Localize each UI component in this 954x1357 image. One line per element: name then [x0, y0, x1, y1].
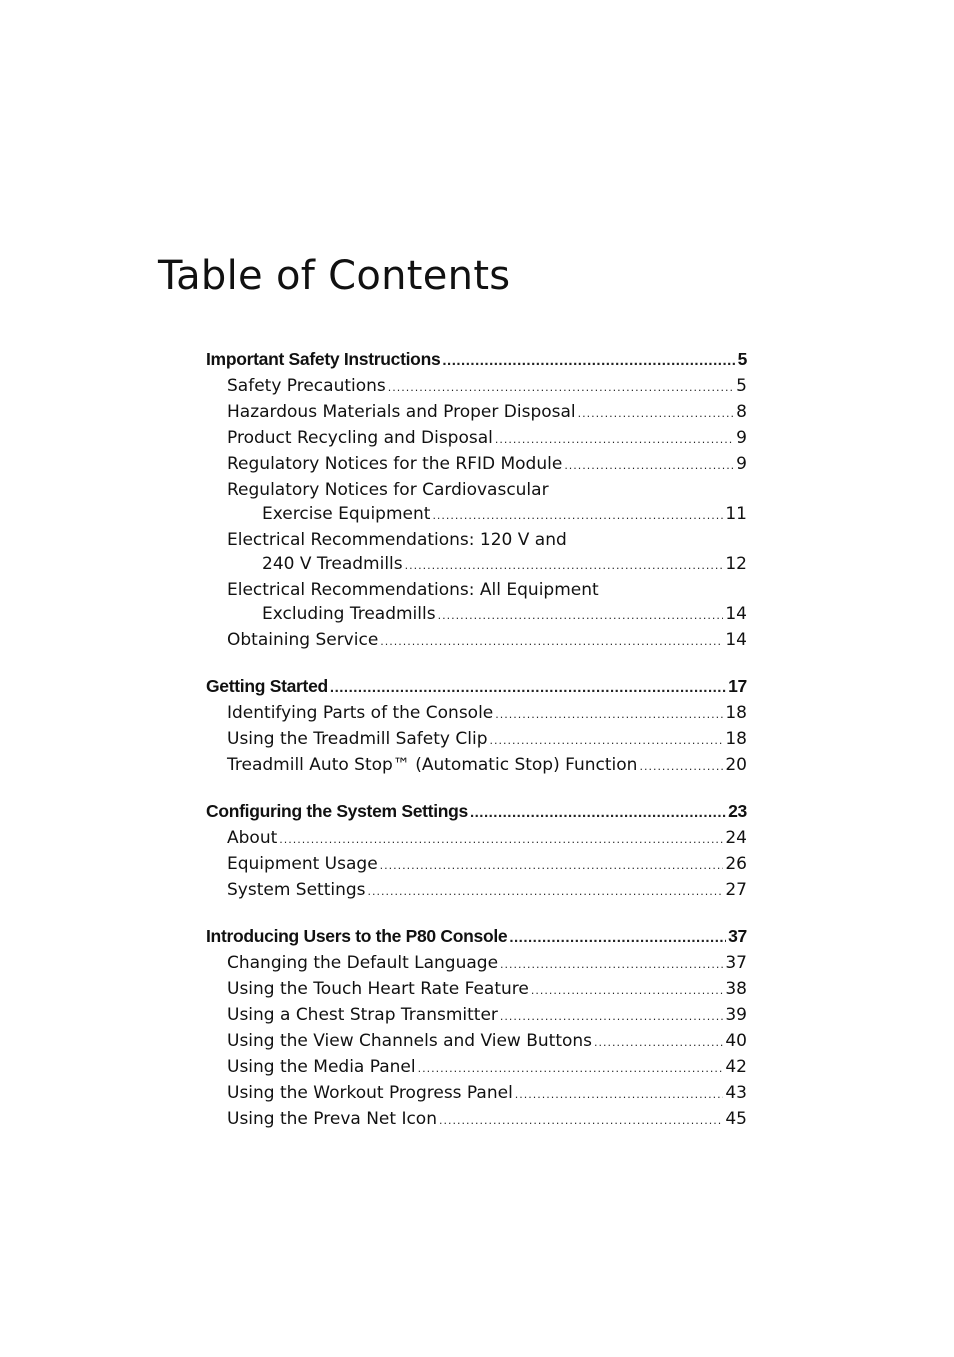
toc-page-number: 5 — [736, 376, 747, 396]
toc-section — [206, 798, 747, 904]
toc-entry-title: Product Recycling and Disposal — [227, 428, 493, 448]
dot-leader — [564, 454, 734, 478]
toc-entry-title: Getting Started — [206, 676, 328, 696]
toc-entry-title: Excluding Treadmills — [262, 604, 436, 624]
toc-page-number: 17 — [728, 676, 747, 696]
toc-page-number: 18 — [725, 703, 747, 723]
toc-entry[interactable] — [206, 1081, 747, 1107]
toc-page-number: 37 — [725, 953, 747, 973]
toc-entry-title: Electrical Recommendations: All Equipment — [227, 580, 599, 600]
dot-leader — [439, 1109, 723, 1133]
toc-entry[interactable] — [206, 1107, 747, 1133]
toc-page-number: 24 — [725, 828, 747, 848]
dot-leader — [495, 428, 734, 452]
toc-entry-title: System Settings — [227, 880, 366, 900]
toc-entry[interactable] — [206, 753, 747, 779]
toc-section — [206, 346, 747, 654]
toc-page-number: 39 — [725, 1005, 747, 1025]
dot-leader — [279, 828, 723, 852]
toc-entry-title: About — [227, 828, 278, 848]
dot-leader — [500, 1005, 723, 1029]
toc-entry-title: Identifying Parts of the Console — [227, 703, 494, 723]
toc-entry-title: 240 V Treadmills — [262, 554, 403, 574]
table-of-contents — [206, 346, 747, 1152]
dot-leader — [509, 924, 726, 951]
toc-page-number: 27 — [725, 880, 747, 900]
toc-entry-title: Introducing Users to the P80 Console — [206, 926, 508, 946]
toc-entry-title: Using the Media Panel — [227, 1057, 416, 1077]
toc-entry[interactable] — [206, 374, 747, 400]
toc-entry-title: Using the Touch Heart Rate Feature — [227, 979, 529, 999]
toc-entry[interactable] — [206, 727, 747, 753]
dot-leader — [388, 376, 734, 400]
dot-leader — [470, 799, 726, 826]
toc-page-number: 42 — [725, 1057, 747, 1077]
toc-entry[interactable] — [206, 452, 747, 478]
toc-page-number: 37 — [728, 926, 747, 946]
toc-entry-continued[interactable] — [206, 552, 747, 578]
toc-page-number: 45 — [725, 1109, 747, 1129]
toc-entry[interactable] — [206, 826, 747, 852]
dot-leader — [594, 1031, 723, 1055]
toc-entry-title: Electrical Recommendations: 120 V and — [227, 530, 567, 550]
toc-page-number: 14 — [725, 604, 747, 624]
dot-leader — [442, 347, 735, 374]
dot-leader — [405, 554, 724, 578]
toc-entry[interactable] — [206, 701, 747, 727]
toc-entry-title: Important Safety Instructions — [206, 349, 441, 369]
toc-entry[interactable] — [206, 628, 747, 654]
dot-leader — [438, 604, 724, 628]
toc-page-number: 38 — [725, 979, 747, 999]
toc-page-number: 18 — [725, 729, 747, 749]
toc-section — [206, 673, 747, 779]
toc-page-number: 8 — [736, 402, 747, 422]
toc-section-heading[interactable] — [206, 923, 747, 951]
toc-page-number: 5 — [737, 349, 747, 369]
toc-entry-continued[interactable] — [206, 602, 747, 628]
dot-leader — [495, 703, 723, 727]
toc-entry-title: Obtaining Service — [227, 630, 379, 650]
toc-entry[interactable] — [206, 426, 747, 452]
toc-page-number: 9 — [736, 454, 747, 474]
toc-page-number: 12 — [725, 554, 747, 574]
toc-entry-title: Configuring the System Settings — [206, 801, 468, 821]
toc-entry-title: Safety Precautions — [227, 376, 386, 396]
toc-entry-title: Equipment Usage — [227, 854, 378, 874]
toc-section-heading[interactable] — [206, 673, 747, 701]
toc-entry-continued[interactable] — [206, 502, 747, 528]
toc-entry-title: Using the Workout Progress Panel — [227, 1083, 513, 1103]
dot-leader — [368, 880, 724, 904]
toc-entry[interactable] — [206, 400, 747, 426]
toc-page-number: 9 — [736, 428, 747, 448]
toc-entry-title: Changing the Default Language — [227, 953, 499, 973]
toc-entry[interactable] — [206, 1055, 747, 1081]
toc-entry[interactable] — [206, 528, 747, 552]
dot-leader — [380, 854, 724, 878]
toc-entry[interactable] — [206, 478, 747, 502]
toc-entry-title: Hazardous Materials and Proper Disposal — [227, 402, 576, 422]
dot-leader — [418, 1057, 724, 1081]
toc-entry[interactable] — [206, 977, 747, 1003]
toc-entry-title: Using the View Channels and View Buttons — [227, 1031, 593, 1051]
dot-leader — [490, 729, 724, 753]
dot-leader — [578, 402, 735, 426]
dot-leader — [515, 1083, 724, 1107]
toc-entry-title: Regulatory Notices for the RFID Module — [227, 454, 563, 474]
dot-leader — [432, 504, 723, 528]
toc-section-heading[interactable] — [206, 346, 747, 374]
toc-page-number: 40 — [725, 1031, 747, 1051]
toc-entry-title: Using the Treadmill Safety Clip — [227, 729, 488, 749]
toc-entry[interactable] — [206, 878, 747, 904]
dot-leader — [380, 630, 723, 654]
toc-page-number: 43 — [725, 1083, 747, 1103]
toc-entry[interactable] — [206, 951, 747, 977]
toc-entry-title: Treadmill Auto Stop™ (Automatic Stop) Function — [227, 755, 638, 775]
toc-page-number: 23 — [728, 801, 747, 821]
page-title: Table of Contents — [158, 253, 511, 299]
toc-entry-title: Exercise Equipment — [262, 504, 431, 524]
dot-leader — [639, 755, 723, 779]
toc-section — [206, 923, 747, 1133]
toc-entry[interactable] — [206, 1029, 747, 1055]
toc-entry[interactable] — [206, 578, 747, 602]
toc-page-number: 26 — [725, 854, 747, 874]
toc-entry-title: Using a Chest Strap Transmitter — [227, 1005, 498, 1025]
toc-entry-title: Using the Preva Net Icon — [227, 1109, 437, 1129]
toc-entry-title: Regulatory Notices for Cardiovascular — [227, 480, 549, 500]
dot-leader — [500, 953, 723, 977]
toc-page-number: 11 — [725, 504, 747, 524]
toc-entry[interactable] — [206, 852, 747, 878]
dot-leader — [531, 979, 724, 1003]
toc-entry[interactable] — [206, 1003, 747, 1029]
dot-leader — [330, 674, 726, 701]
toc-page-number: 20 — [725, 755, 747, 775]
toc-page-number: 14 — [725, 630, 747, 650]
toc-section-heading[interactable] — [206, 798, 747, 826]
